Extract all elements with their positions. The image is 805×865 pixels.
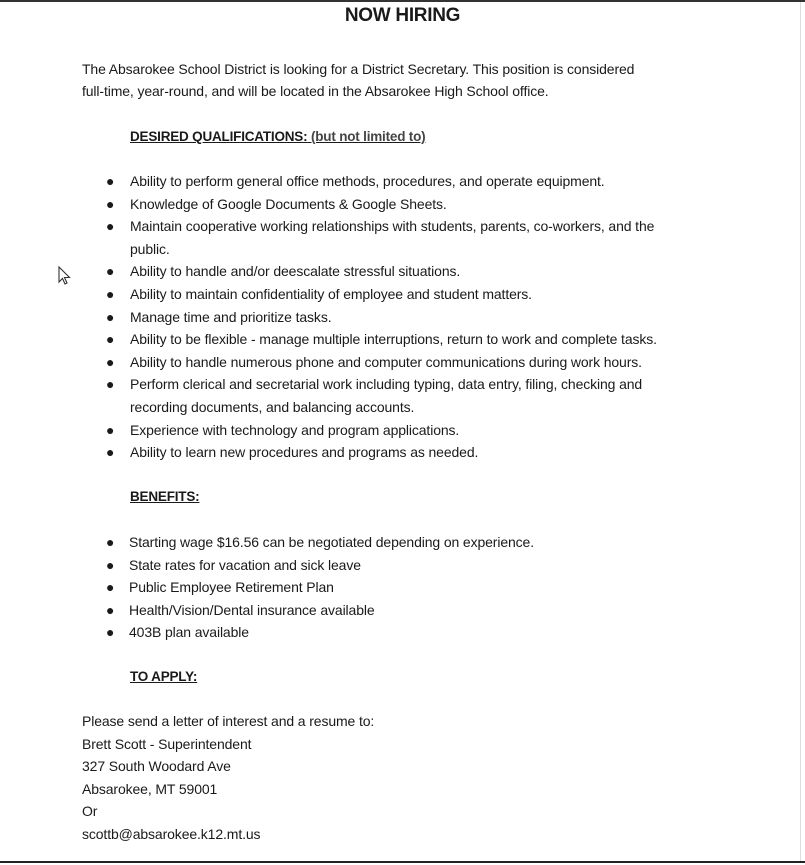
bullet-icon: ● (106, 308, 115, 325)
qualification-item: Ability to be flexible - manage multiple interruptions, return to work and complete tasks. (130, 331, 657, 348)
bullet-icon: ● (106, 601, 115, 618)
qualification-item: Knowledge of Google Documents & Google Sheets. (130, 195, 447, 212)
qualification-item: Maintain cooperative working relationships with students, parents, co-workers, and the (130, 218, 655, 235)
qualification-item: Perform clerical and secretarial work including typing, data entry, filing, checking and (130, 376, 643, 393)
bullet-icon: ● (106, 624, 115, 641)
bullet-icon: ● (106, 579, 115, 596)
intro-line: The Absarokee School District is looking for a District Secretary. This position is considered (82, 61, 635, 77)
qualifications-heading-text: DESIRED QUALIFICATIONS: (130, 129, 308, 144)
qualification-item: Ability to maintain confidentiality of employee and student matters. (130, 286, 532, 302)
benefit-item: Starting wage $16.56 can be negotiated depending on experience. (129, 534, 534, 550)
top-border (0, 0, 805, 2)
benefits-heading: BENEFITS: (130, 489, 200, 504)
contact-line: Absarokee, MT 59001 (82, 780, 218, 797)
bullet-icon: ● (106, 556, 115, 573)
contact-line: Or (82, 803, 98, 820)
contact-line: Please send a letter of interest and a resume to: (82, 713, 375, 729)
bullet-icon: ● (106, 444, 115, 461)
qualifications-heading-note: (but not limited to) (310, 129, 426, 144)
qualification-item: Manage time and prioritize tasks. (130, 308, 332, 325)
intro-line: full-time, year-round, and will be located in the Absarokee High School office. (82, 83, 549, 99)
qualification-item: Experience with technology and program applications. (130, 421, 460, 438)
qualification-item: Ability to handle and/or deescalate stressful situations. (130, 263, 461, 280)
qualification-item: recording documents, and balancing accounts. (130, 399, 415, 415)
benefit-item: Public Employee Retirement Plan (129, 579, 334, 596)
bullet-icon: ● (106, 195, 115, 212)
bullet-icon: ● (106, 173, 115, 189)
qualification-item: Ability to handle numerous phone and computer communications during work hours. (130, 353, 642, 370)
bullet-icon: ● (106, 263, 115, 280)
qualification-item: Ability to learn new procedures and programs as needed. (130, 444, 479, 461)
qualification-item: public. (130, 240, 170, 257)
right-border (800, 2, 801, 861)
apply-heading: TO APPLY: (130, 669, 198, 684)
bullet-icon: ● (106, 353, 115, 370)
qualification-item: Ability to perform general office methods, procedures, and operate equipment. (130, 173, 605, 189)
bullet-icon: ● (106, 376, 115, 393)
bullet-icon: ● (106, 218, 115, 235)
bullet-icon: ● (106, 286, 115, 302)
bullet-icon: ● (106, 534, 115, 550)
benefit-item: State rates for vacation and sick leave (129, 556, 361, 573)
bottom-border (0, 861, 805, 863)
bullet-icon: ● (106, 331, 115, 348)
contact-email: scottb@absarokee.k12.mt.us (82, 826, 261, 842)
contact-line: 327 South Woodard Ave (82, 758, 231, 775)
bullet-icon: ● (106, 421, 115, 438)
benefit-item: Health/Vision/Dental insurance available (129, 601, 375, 618)
contact-line: Brett Scott - Superintendent (82, 735, 252, 752)
benefit-item: 403B plan available (129, 624, 249, 641)
page-title: NOW HIRING (344, 5, 461, 26)
mouse-cursor-icon (58, 266, 72, 291)
qualifications-heading (130, 126, 425, 148)
